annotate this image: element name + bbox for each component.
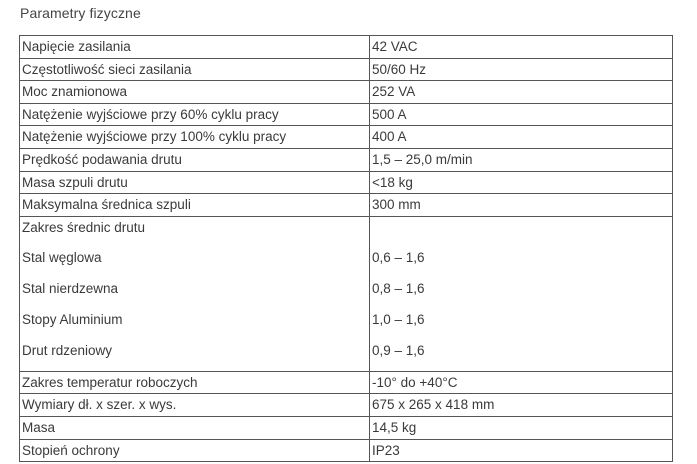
table-row (20, 148, 673, 171)
row-value: 675 x 265 x 418 mm (370, 394, 673, 417)
table-row (20, 416, 673, 439)
row-value: 14,5 kg (370, 416, 673, 439)
row-label: Prędkość podawania drutu (20, 148, 370, 171)
row-label: Zakres temperatur roboczych (20, 371, 370, 394)
wire-material-label: Stopy Aluminium (22, 311, 123, 327)
table-row-wire-range (20, 216, 673, 371)
row-value: 42 VAC (370, 36, 673, 59)
row-label: Masa szpuli drutu (20, 171, 370, 194)
row-value: 1,5 – 25,0 m/min (370, 148, 673, 171)
row-label: Natężenie wyjściowe przy 100% cyklu pracy (20, 126, 370, 149)
row-label: Częstotliwość sieci zasilania (20, 58, 370, 81)
wire-material-value: 0,8 – 1,6 (372, 280, 425, 296)
table-row (20, 103, 673, 126)
wire-material-value: 0,9 – 1,6 (372, 342, 425, 358)
table-row (20, 58, 673, 81)
table-row (20, 194, 673, 217)
row-label: Natężenie wyjściowe przy 60% cyklu pracy (20, 103, 370, 126)
wire-range-spacer (372, 217, 672, 247)
table-row (20, 394, 673, 417)
table-row (20, 81, 673, 104)
row-label: Stopień ochrony (20, 439, 370, 462)
wire-material-value: 0,6 – 1,6 (372, 249, 425, 265)
row-value: 300 mm (370, 194, 673, 217)
wire-range-labels (20, 216, 370, 371)
wire-material-value: 1,0 – 1,6 (372, 311, 425, 327)
row-value: 400 A (370, 126, 673, 149)
row-label: Moc znamionowa (20, 81, 370, 104)
wire-material-label: Stal węglowa (22, 249, 102, 265)
table-row (20, 371, 673, 394)
wire-material-label: Stal nierdzewna (22, 280, 119, 296)
table-row (20, 439, 673, 462)
row-value: -10° do +40°C (370, 371, 673, 394)
row-value: 500 A (370, 103, 673, 126)
row-label: Napięcie zasilania (20, 36, 370, 59)
row-value: 50/60 Hz (370, 58, 673, 81)
row-label: Masa (20, 416, 370, 439)
table-row (20, 36, 673, 59)
row-value: <18 kg (370, 171, 673, 194)
row-label: Wymiary dł. x szer. x wys. (20, 394, 370, 417)
spec-table (19, 35, 673, 462)
row-value: 252 VA (370, 81, 673, 104)
table-row (20, 126, 673, 149)
wire-material-label: Drut rdzeniowy (22, 342, 113, 358)
section-title: Parametry fizyczne (20, 5, 141, 21)
row-label: Maksymalna średnica szpuli (20, 194, 370, 217)
row-value: IP23 (370, 439, 673, 462)
wire-range-values (370, 216, 673, 371)
table-row (20, 171, 673, 194)
wire-range-title: Zakres średnic drutu (22, 219, 146, 235)
